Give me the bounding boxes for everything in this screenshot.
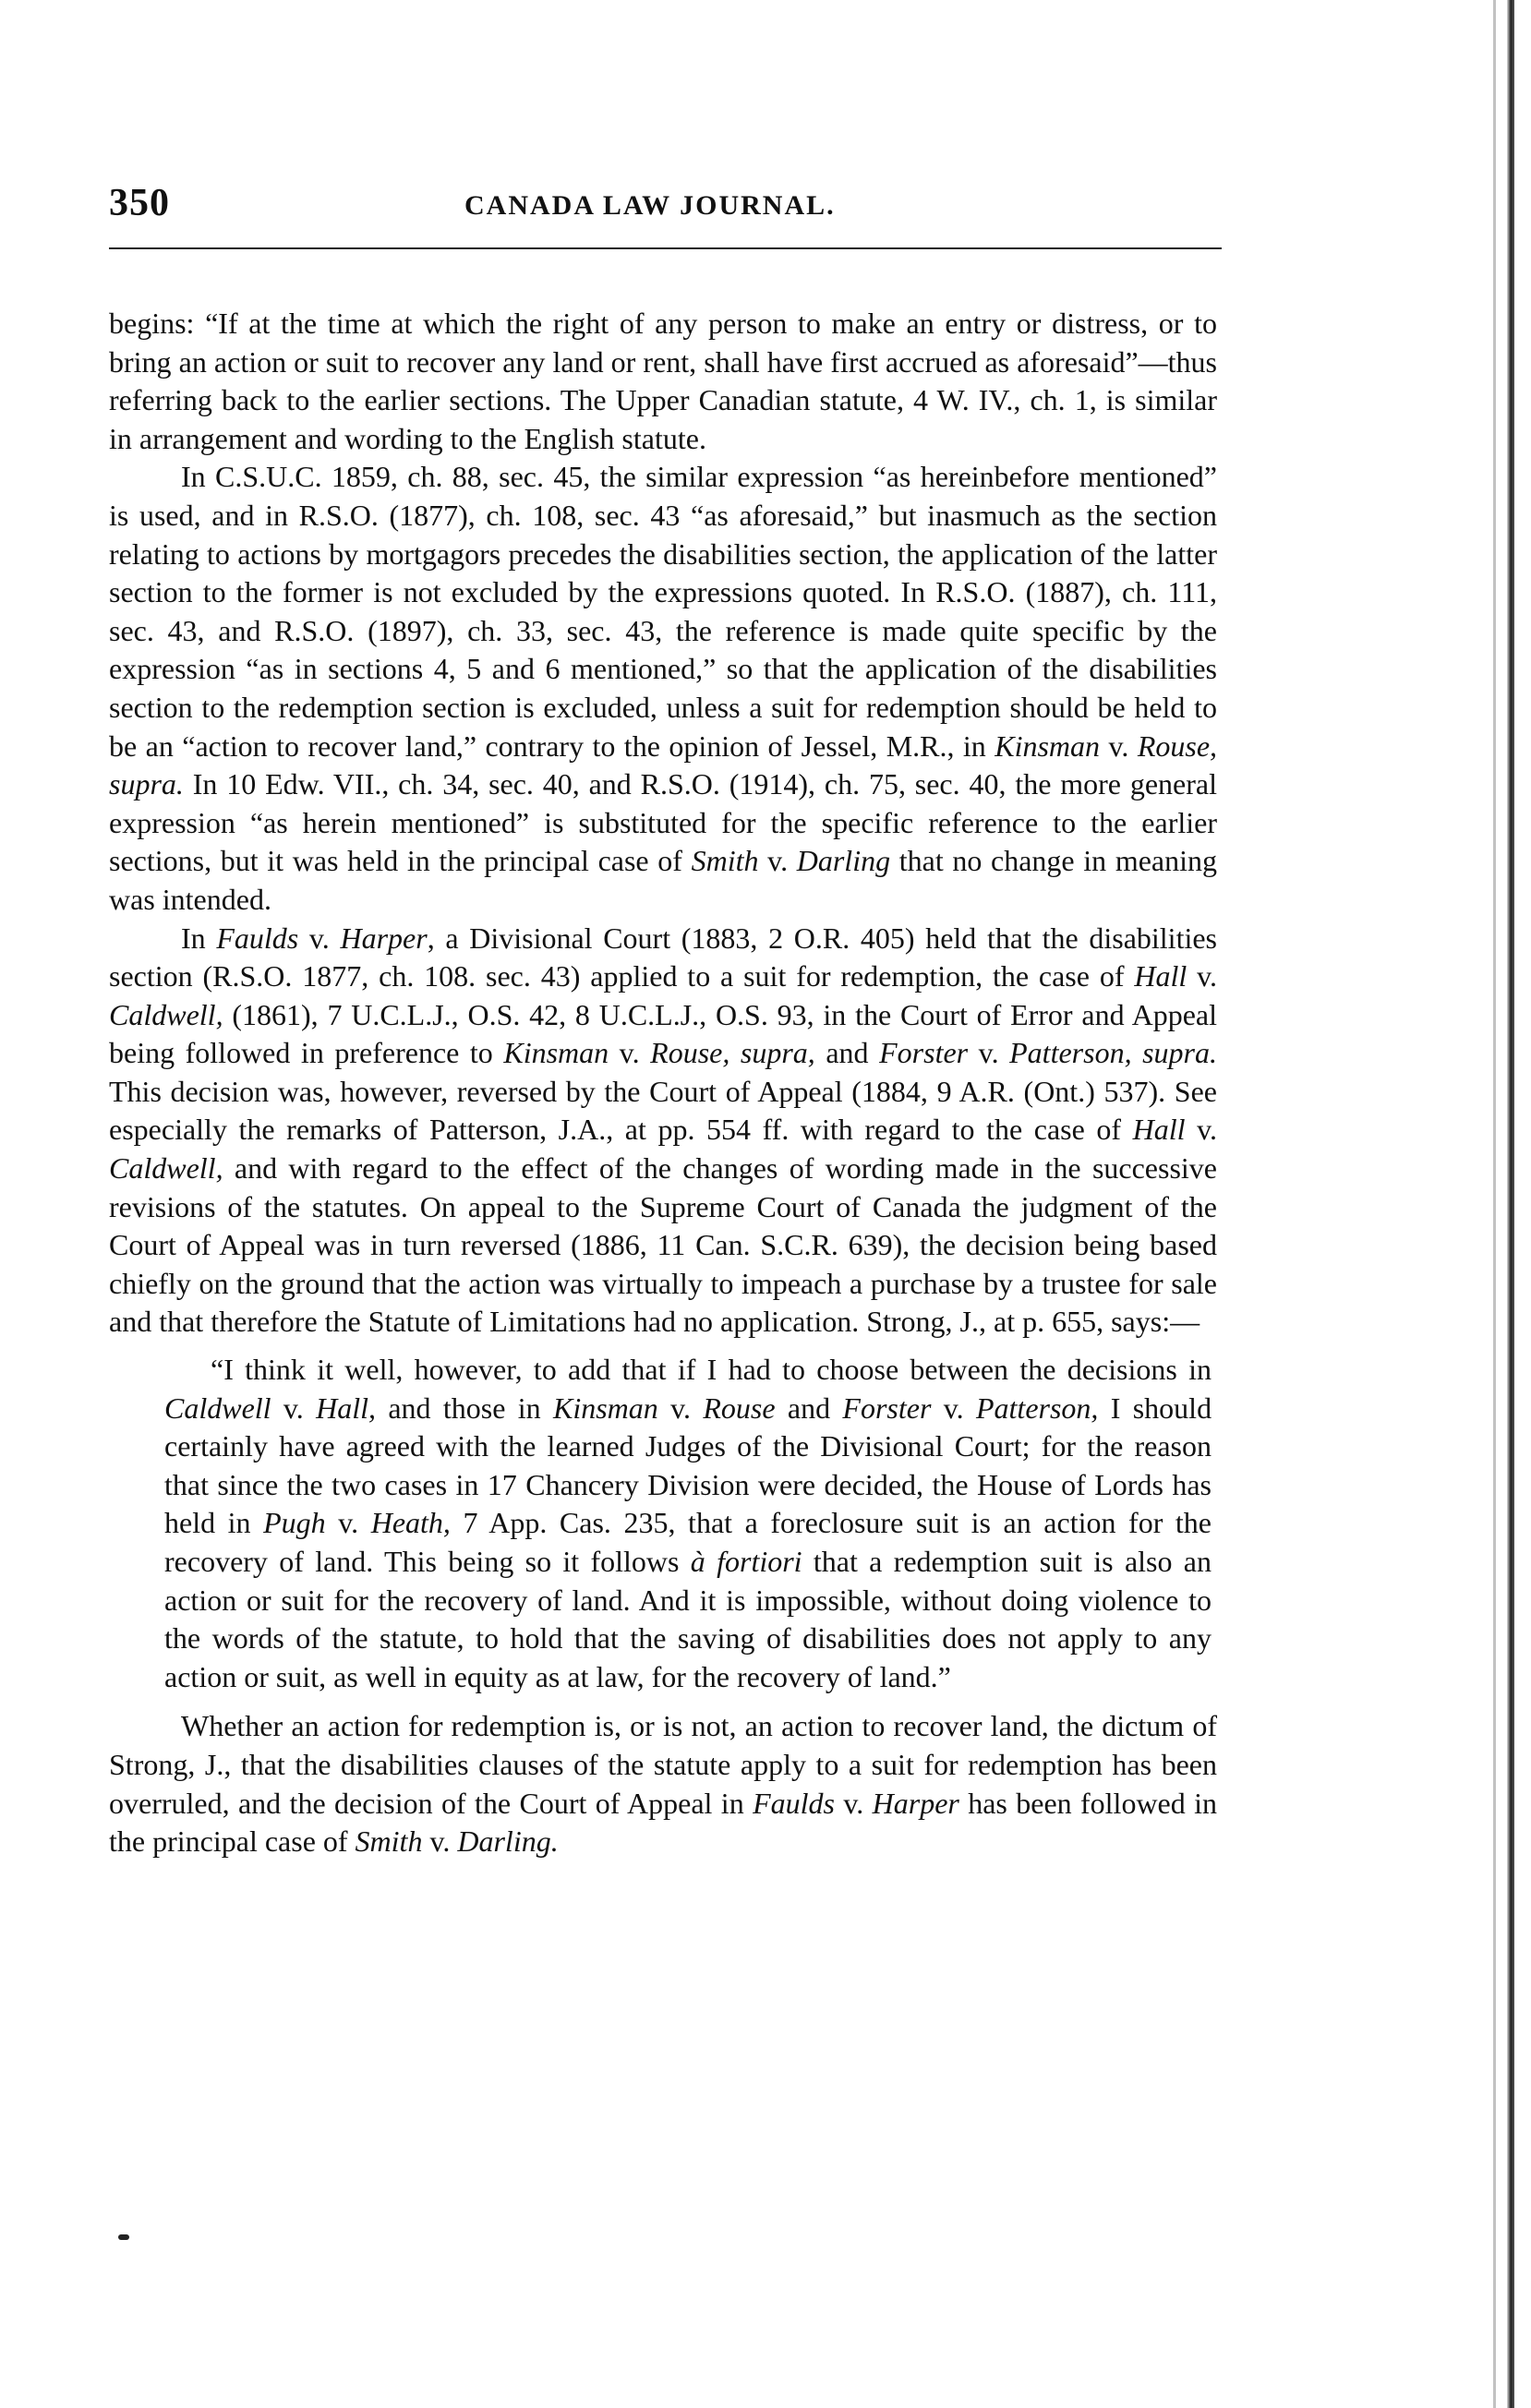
scan-edge	[1507, 0, 1514, 2408]
ink-mark	[118, 2234, 129, 2240]
running-head: CANADA LAW JOURNAL.	[464, 190, 836, 221]
paragraph-2: In C.S.U.C. 1859, ch. 88, sec. 45, the similar expression “as hereinbefore mentioned” is used, and in R.S.O. (1877), ch. 108, sec. 43 “as aforesaid,” but inasmuch as the section relating to actions by mortgagors precedes the disabilities section, the application of the latter section to the former is not excluded by the expressions quoted. In R.S.O. (1887), ch. 111, sec. 43, and R.S.O. (1897), ch. 33, sec. 43, the reference is made quite specific by the expression “as in sections 4, 5 and 6 mentioned,” so that the application of the disabilities section to the redemption section is excluded, unless a suit for redemption should be held to be an “action to recover land,” contrary to the opinion of Jessel, M.R., in Kinsman v. Rouse, supra. In 10 Edw. VII., ch. 34, sec. 40, and R.S.O. (1914), ch. 75, sec. 40, the more general expression “as herein mentioned” is substituted for the specific reference to the earlier sections, but it was held in the principal case of Smith v. Darling that no change in meaning was intended.	[109, 460, 1218, 916]
paragraph-1: begins: “If at the time at which the right of any person to make an entry or distress, or to bring an action or suit to recover any land or rent, shall have first accrued as aforesaid”—thus referring back to the earlier sections. The Upper Canadian statute, 4 W. IV., ch. 1, is similar in arrangement and wording to the English statute.	[109, 307, 1217, 455]
page-header	[109, 181, 1222, 227]
header-rule	[109, 247, 1222, 249]
scan-edge-faint	[1493, 0, 1496, 2408]
paragraph-3: In Faulds v. Harper, a Divisional Court (1883, 2 O.R. 405) held that the disabilities section (R.S.O. 1877, ch. 108. sec. 43) applied to a suit for redemption, the case of Hall v. Caldwell, (1861), 7 U.C.L.J., O.S. 42, 8 U.C.L.J., O.S. 93, in the Court of Error and Appeal being followed in preference to Kinsman v. Rouse, supra, and Forster v. Patterson, supra. This decision was, however, reversed by the Court of Appeal (1884, 9 A.R. (Ont.) 537). See especially the remarks of Patterson, J.A., at pp. 554 ff. with regard to the case of Hall v. Caldwell, and with regard to the effect of the changes of wording made in the successive revisions of the statutes. On appeal to the Supreme Court of Canada the judgment of the Court of Appeal was in turn reversed (1886, 11 Can. S.C.R. 639), the decision being based chiefly on the ground that the action was virtually to impeach a purchase by a trustee for sale and that therefore the Statute of Limitations had no application. Strong, J., at p. 655, says:—	[109, 921, 1218, 1339]
block-quote: “I think it well, however, to add that if I had to choose between the decisions in Caldwell v. Hall, and those in Kinsman v. Rouse and Forster v. Patterson, I should certainly have agreed with the learned Judges of the Divisional Court; for the reason that since the two cases in 17 Chancery Division were decided, the House of Lords has held in Pugh v. Heath, 7 App. Cas. 235, that a foreclosure suit is an action for the recovery of land. This being so it follows à fortiori that a redemption suit is also an action or suit for the recovery of land. And it is impossible, without doing violence to the words of the statute, to hold that the saving of disabilities does not apply to any action or suit, as well in equity as at law, for the recovery of land.”	[164, 1353, 1212, 1693]
paragraph-5: Whether an action for redemption is, or is not, an action to recover land, the dictum of Strong, J., that the disabilities clauses of the statute apply to a suit for redemption has been overruled, and the decision of the Court of Appeal in Faulds v. Harper has been followed in the principal case of Smith v. Darling.	[109, 1709, 1218, 1859]
article-body	[109, 305, 1217, 1861]
page-number: 350	[109, 182, 170, 224]
